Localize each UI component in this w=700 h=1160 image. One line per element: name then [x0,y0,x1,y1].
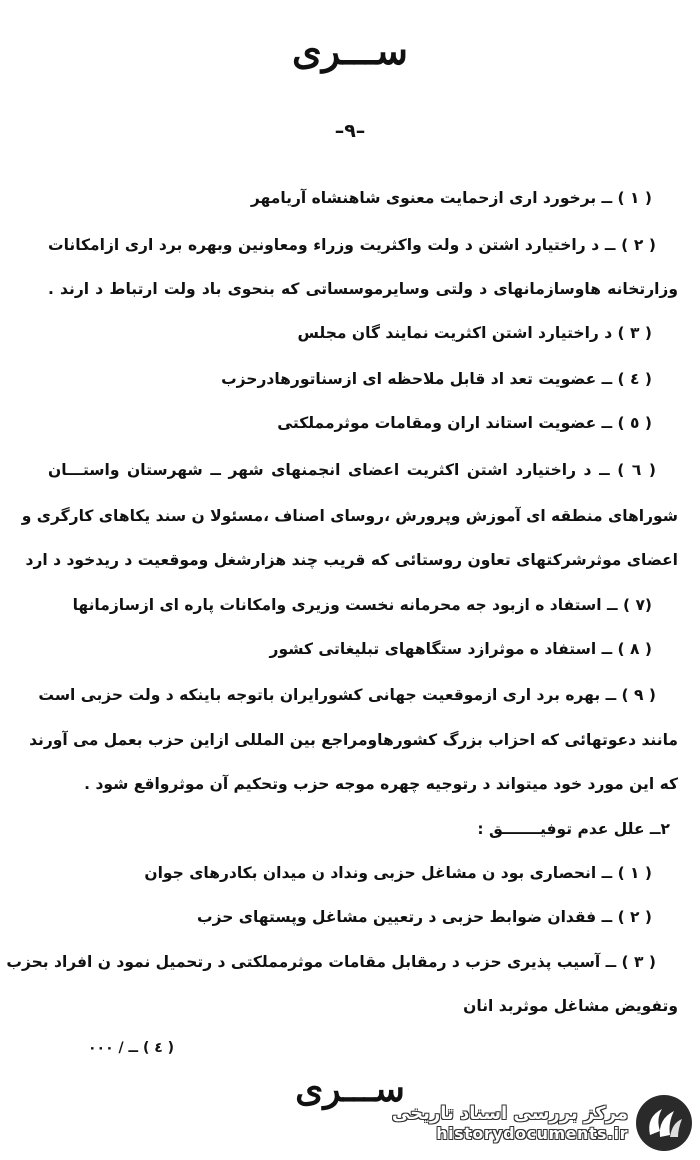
section-2-item-2: ( ۲ ) ــ فقدان ضوابط حزبی د رتعیین مشاغل وپستهای حزب [197,908,652,926]
item-2: ( ۲ ) ــ د راختیارد اشتن د ولت واکثریت وزراء ومعاونین وبهره برد اری ازامکانات [48,236,656,254]
item-1: ( ۱ ) ــ برخورد اری ازحمایت معنوی شاهنشاه آریامهر [250,189,652,207]
watermark [392,1088,692,1158]
section-2-heading: ۲ــ علل عدم توفیـــــــق : [477,820,670,838]
section-2-item-1: ( ۱ ) ــ انحصاری بود ن مشاغل حزبی ونداد ن میدان بکادرهای جوان [144,864,652,882]
item-9-continuation-2: که این مورد خود میتواند د رتوجیه چهره موجه حزب وتحکیم آن موثرواقع شود . [84,775,678,793]
archive-logo-icon [636,1095,692,1151]
item-8: ( ۸ ) ــ استفاد ه موثرازد ستگاههای تبلیغاتی کشور [269,640,652,658]
item-2-continuation: وزارتخانه هاوسازمانهای د ولتی وسایرموسساتی که بنحوی باد ولت ارتباط د ارند . [48,280,678,298]
watermark-url: historydocuments.ir [436,1124,628,1143]
item-9-continuation-1: مانند دعوتهائی که احزاب بزرگ کشورهاومراجع بین المللی ازاین حزب بعمل می آورند [29,731,678,749]
item-9: ( ۹ ) ــ بهره برد اری ازموقعیت جهانی کشورایران باتوجه باینکه د ولت حزبی است [38,686,656,704]
item-3: ( ۳ ) د راختیارد اشتن اکثریت نمایند گان مجلس [297,324,652,342]
page-header-title: ســـری [292,28,408,73]
page-footer-title: ســـری [295,1068,405,1110]
item-6: ( ٦ ) ــ د راختیارد اشتن اکثریت اعضای انجمنهای شهر ــ شهرستان واستـــان [48,461,656,479]
item-6-continuation-1: شوراهای منطقه ای آموزش وپرورش ،روسای اصناف ،مسئولا ن سند یکاهای کارگری و [21,507,678,525]
item-6-continuation-2: اعضای موثرشرکتهای تعاون روستائی که قریب چند هزارشغل وموقعیت د ریدخود د ارد [25,551,678,569]
section-2-item-3: ( ۳ ) ــ آسیب پذیری حزب د رمقابل مقامات موثرمملکتی د رتحمیل نمود ن افراد بحزب [6,953,656,971]
watermark-organization-name: مرکز بررسی اسناد تاریخی [391,1103,628,1124]
item-5: ( ٥ ) ــ عضویت استاند اران ومقامات موثرمملکتی [277,414,652,432]
section-2-item-3-continuation: وتفویض مشاغل موثربد انان [463,997,678,1015]
item-7: (۷ ) ــ استفاد ه ازبود جه محرمانه نخست وزیری وامکانات پاره ای ازسازمانها [72,596,652,614]
item-4: ( ٤ ) ــ عضویت تعد اد قابل ملاحظه ای ازسناتورهادرحزب [221,370,652,388]
page-number: –۹– [334,120,366,142]
footer-reference-code: ( ٤ ) ــ / ۰۰۰ [88,1040,175,1056]
